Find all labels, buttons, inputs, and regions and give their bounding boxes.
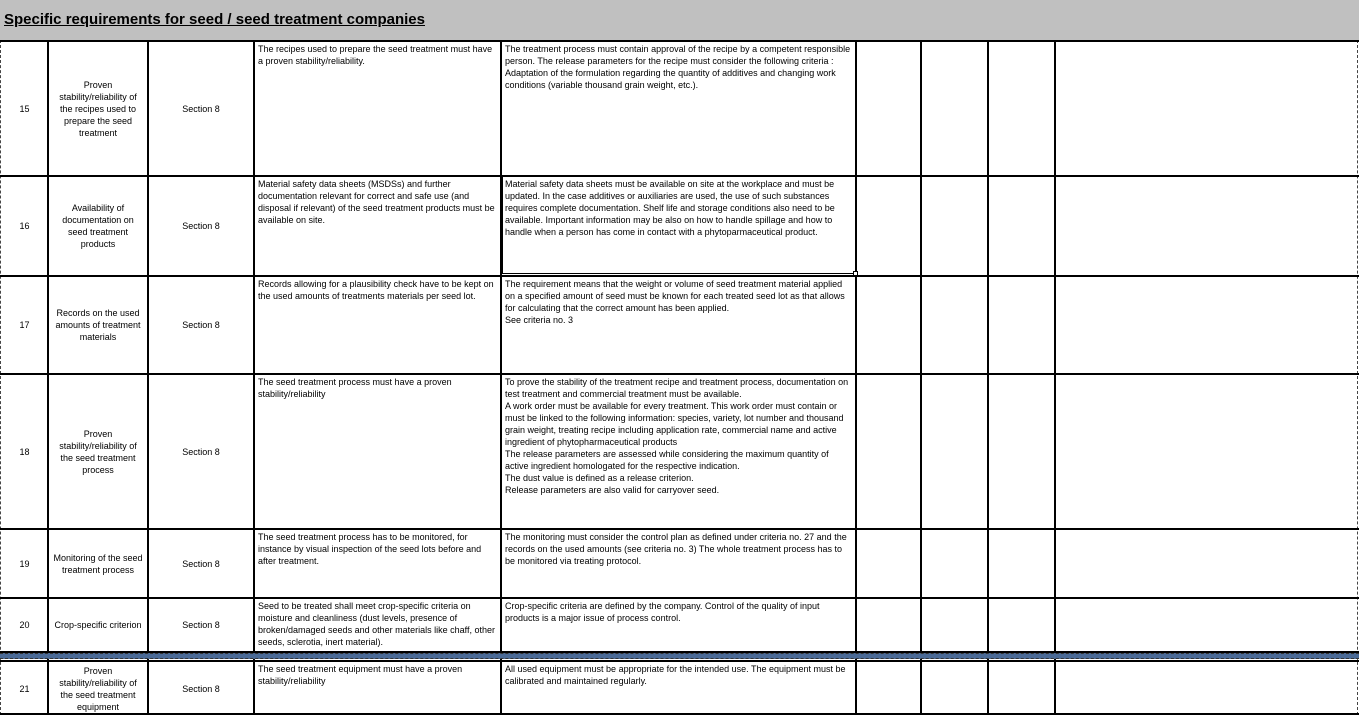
number-text: 19 <box>19 558 30 569</box>
cell-status-b[interactable] <box>922 599 987 651</box>
cell-explanation[interactable] <box>502 599 855 651</box>
cell-section[interactable] <box>149 599 253 651</box>
cell-criterion[interactable] <box>49 662 147 715</box>
sheet-title[interactable]: Specific requirements for seed / seed treatment companies <box>4 11 425 28</box>
explanation-text: Material safety data sheets must be available on site at the workplace and must be updated. In the case additives or auxiliaries are used, the use of such substances requires complete documentation. Shelf life and storage conditions also need to be available. Important information may be also on how to handle spillage and how to handle when a person has come in contact with a phytoparmaceutical product. <box>505 179 835 237</box>
column-divider <box>987 40 989 715</box>
cell-status-c[interactable] <box>989 662 1054 715</box>
explanation-text: All used equipment must be appropriate for the intended use. The equipment must be calibrated and maintained regularly. <box>505 664 846 686</box>
criterion-text: Proven stability/reliability of the seed treatment equipment <box>59 665 137 712</box>
cell-explanation[interactable] <box>502 662 855 715</box>
requirement-text: The seed treatment process must have a proven stability/reliability <box>258 377 452 399</box>
requirement-text: The seed treatment process has to be monitored, for instance by visual inspection of the seed lots before and after treatment. <box>258 532 482 566</box>
cell-criterion[interactable] <box>49 177 147 275</box>
criterion-text: Monitoring of the seed treatment process <box>53 552 143 575</box>
explanation-text: Crop-specific criteria are defined by the company. Control of the quality of input products is a major issue of process control. <box>505 601 820 623</box>
cell-requirement[interactable] <box>255 599 500 651</box>
number-text: 16 <box>19 221 30 231</box>
row-divider <box>0 40 1359 42</box>
section-text: Section 8 <box>182 221 220 231</box>
cell-requirement[interactable] <box>255 42 500 175</box>
requirement-text: The seed treatment equipment must have a proven stability/reliability <box>258 664 463 686</box>
number-text: 15 <box>19 103 30 114</box>
cell-status-b[interactable] <box>922 530 987 597</box>
column-divider <box>253 40 255 715</box>
section-text: Section 8 <box>182 446 220 457</box>
cell-section[interactable] <box>149 375 253 528</box>
column-divider <box>920 40 922 715</box>
row-divider <box>0 275 1359 277</box>
column-divider <box>147 40 149 715</box>
cell-status-a[interactable] <box>857 375 920 528</box>
criterion-text: Records on the used amounts of treatment materials <box>55 308 141 342</box>
cell-section[interactable] <box>149 530 253 597</box>
row-divider <box>0 597 1359 599</box>
cell-criterion[interactable] <box>49 375 147 528</box>
cell-status-a[interactable] <box>857 530 920 597</box>
cell-number[interactable] <box>2 375 47 528</box>
cell-requirement[interactable] <box>255 177 500 275</box>
cell-number[interactable] <box>2 42 47 175</box>
column-divider <box>500 40 502 715</box>
cell-explanation[interactable] <box>502 530 855 597</box>
cell-number[interactable] <box>2 599 47 651</box>
sheet-title-bar <box>0 0 1359 41</box>
cell-status-b[interactable] <box>922 277 987 373</box>
cell-status-a[interactable] <box>857 662 920 715</box>
cell-section[interactable] <box>149 42 253 175</box>
cell-number[interactable] <box>2 530 47 597</box>
section-text: Section 8 <box>182 620 220 630</box>
cell-number[interactable] <box>2 177 47 275</box>
section-text: Section 8 <box>182 103 220 114</box>
frozen-pane-separator[interactable] <box>0 653 1359 659</box>
fill-handle[interactable] <box>853 271 858 276</box>
explanation-text: The requirement means that the weight or volume of seed treatment material applied on a specified amount of seed must be known for each treated seed lot as that allows for calculating that the correct amount has been applied. See criteria no. 3 <box>505 279 845 325</box>
column-divider <box>47 40 49 715</box>
cell-comments[interactable] <box>1056 277 1359 373</box>
cell-section[interactable] <box>149 277 253 373</box>
criterion-text: Proven stability/reliability of the recipes used to prepare the seed treatment <box>59 79 137 138</box>
cell-status-a[interactable] <box>857 42 920 175</box>
cell-status-a[interactable] <box>857 177 920 275</box>
cell-section[interactable] <box>149 177 253 275</box>
number-text: 17 <box>19 320 30 330</box>
cell-comments[interactable] <box>1056 599 1359 651</box>
criterion-text: Proven stability/reliability of the seed treatment process <box>59 428 137 475</box>
cell-status-c[interactable] <box>989 177 1054 275</box>
cell-status-c[interactable] <box>989 375 1054 528</box>
section-text: Section 8 <box>182 320 220 330</box>
cell-criterion[interactable] <box>49 42 147 175</box>
row-divider <box>0 660 1359 662</box>
cell-number[interactable] <box>2 277 47 373</box>
cell-status-c[interactable] <box>989 42 1054 175</box>
section-text: Section 8 <box>182 683 220 694</box>
cell-explanation[interactable] <box>502 277 855 373</box>
explanation-text: The treatment process must contain approval of the recipe by a competent responsible person. The release parameters for the recipe must consider the following criteria : Adaptation of the formulation regarding the quantity of additives and changing work conditions (variable thousand grain weight, etc.). <box>505 44 851 90</box>
cell-comments[interactable] <box>1056 375 1359 528</box>
cell-status-b[interactable] <box>922 177 987 275</box>
cell-status-a[interactable] <box>857 599 920 651</box>
cell-status-b[interactable] <box>922 42 987 175</box>
row-divider <box>0 373 1359 375</box>
cell-status-b[interactable] <box>922 375 987 528</box>
cell-status-c[interactable] <box>989 277 1054 373</box>
section-text: Section 8 <box>182 558 220 569</box>
criterion-text: Crop-specific criterion <box>54 620 142 630</box>
requirement-text: The recipes used to prepare the seed treatment must have a proven stability/reliability. <box>258 44 493 66</box>
column-divider <box>1054 40 1056 715</box>
cell-requirement[interactable] <box>255 530 500 597</box>
cell-criterion[interactable] <box>49 277 147 373</box>
cell-status-c[interactable] <box>989 530 1054 597</box>
explanation-text: The monitoring must consider the control plan as defined under criteria no. 27 and the records on the used amounts (see criteria no. 3) The whole treatment process has to be monitored via treating protocol. <box>505 532 847 566</box>
cell-criterion[interactable] <box>49 599 147 651</box>
explanation-text: To prove the stability of the treatment recipe and treatment process, documentation on test treatment and commercial treatment must be available. A work order must be available for every treatment. This work order must contain or must be linked to the following information: species, variety, lot number and thousand grain weight, treating recipe including application rate, commercial name and active ingredient of phytopharmaceutical products The release parameters are assessed while considering the maximum quantity of active ingredient homologated for the respective indication. The dust value is defined as a release criterion. Release parameters are also valid for carryover seed. <box>505 377 849 495</box>
number-text: 20 <box>19 620 30 630</box>
cell-criterion[interactable] <box>49 530 147 597</box>
requirement-text: Material safety data sheets (MSDSs) and further documentation relevant for correct and safe use (and disposal if relevant) of the seed treatment products must be available on site. <box>258 179 495 225</box>
cell-requirement[interactable] <box>255 375 500 528</box>
number-text: 18 <box>19 446 30 457</box>
cell-comments[interactable] <box>1056 42 1359 175</box>
cell-section[interactable] <box>149 662 253 715</box>
criterion-text: Availability of documentation on seed treatment products <box>62 203 134 249</box>
cell-status-c[interactable] <box>989 599 1054 651</box>
cell-explanation[interactable] <box>502 177 855 275</box>
number-text: 21 <box>19 683 30 694</box>
row-divider <box>0 528 1359 530</box>
cell-requirement[interactable] <box>255 662 500 715</box>
row-divider <box>0 175 1359 177</box>
requirement-text: Seed to be treated shall meet crop-specific criteria on moisture and cleanliness (dust levels, presence of broken/damaged seeds and other materials like chaff, other seeds, sclerotia, inert material). <box>258 601 495 647</box>
cell-comments[interactable] <box>1056 177 1359 275</box>
cell-number[interactable] <box>2 662 47 715</box>
cell-requirement[interactable] <box>255 277 500 373</box>
cell-comments[interactable] <box>1056 662 1359 715</box>
column-divider <box>855 40 857 715</box>
cell-status-b[interactable] <box>922 662 987 715</box>
cell-comments[interactable] <box>1056 530 1359 597</box>
cell-explanation[interactable] <box>502 375 855 528</box>
cell-explanation[interactable] <box>502 42 855 175</box>
requirement-text: Records allowing for a plausibility check have to be kept on the used amounts of treatments materials per seed lot. <box>258 279 494 301</box>
cell-status-a[interactable] <box>857 277 920 373</box>
